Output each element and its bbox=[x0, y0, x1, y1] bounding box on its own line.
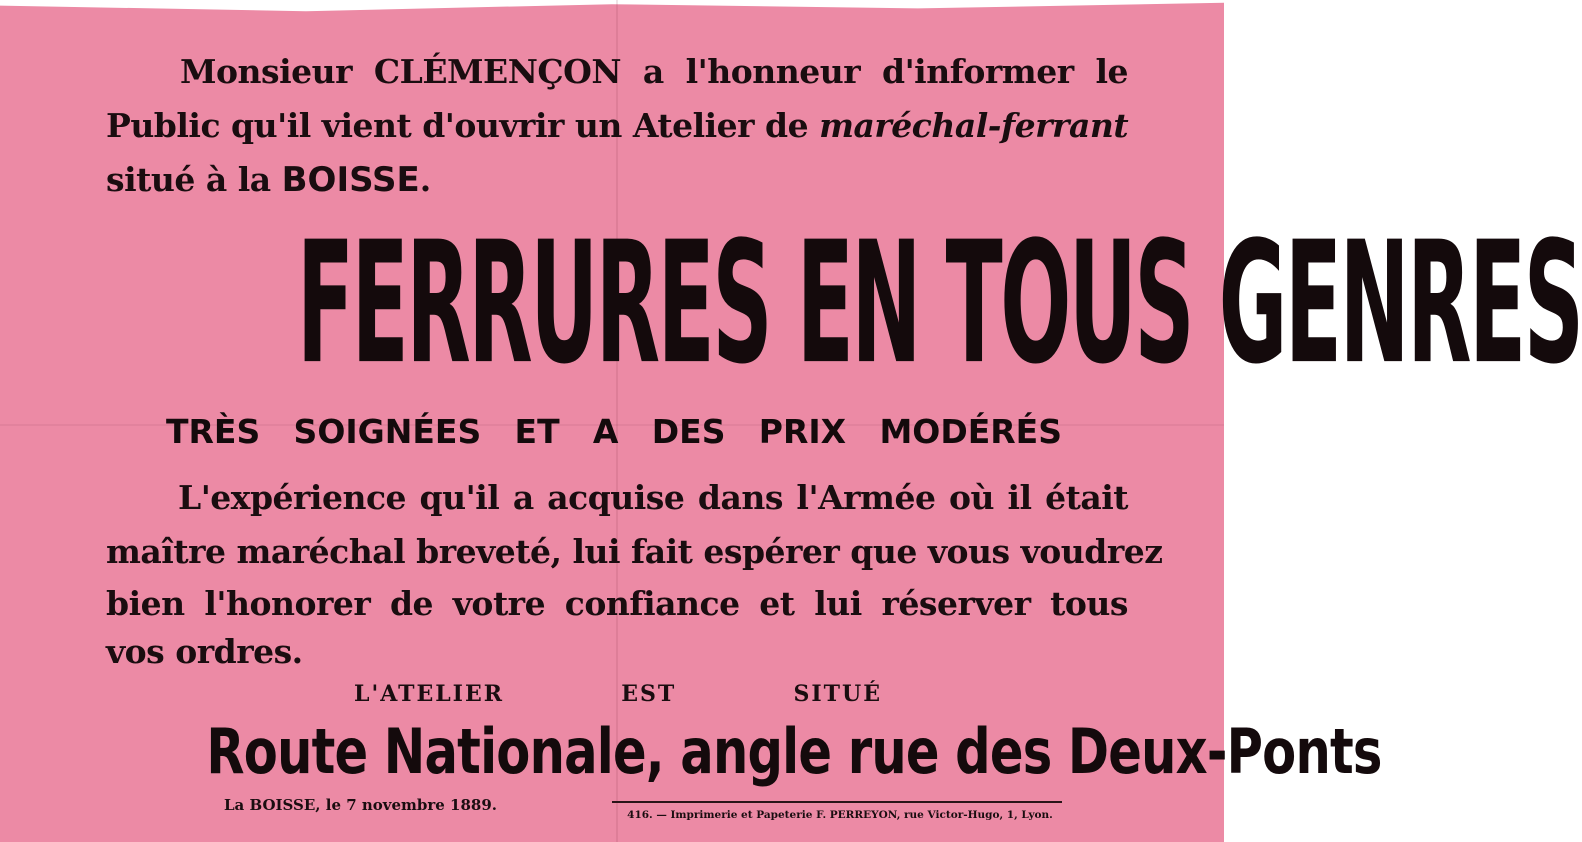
experience-line-2: maître maréchal breveté, lui fait espérer que vous voudrez bbox=[106, 532, 1163, 571]
experience-line-4: vos ordres. bbox=[106, 632, 303, 671]
intro-line-3-period: . bbox=[419, 160, 431, 199]
date-line: La BOISSE, le 7 novembre 1889. bbox=[224, 796, 498, 814]
printer-line: 416. — Imprimerie et Papeterie F. PERREYON, rue Victor-Hugo, 1, Lyon. bbox=[627, 809, 1053, 821]
address: Route Nationale, angle rue des Deux-Ponts bbox=[206, 715, 1382, 788]
experience-line-1: L'expérience qu'il a acquise dans l'Armée où il était bbox=[178, 478, 1128, 517]
town-name: BOISSE bbox=[281, 160, 420, 200]
intro-line-3-text: situé à la bbox=[106, 160, 282, 199]
experience-line-3: bien l'honorer de votre confiance et lui réserver tous bbox=[106, 584, 1128, 623]
intro-line-1-text: Monsieur CLÉMENÇON a l'honneur d'informer le bbox=[180, 52, 1128, 91]
intro-line-3 bbox=[106, 160, 1128, 200]
printer-rule bbox=[612, 801, 1062, 803]
subheadline: TRÈS SOIGNÉES ET A DES PRIX MODÉRÉS bbox=[166, 412, 1062, 451]
location-label: L'ATELIER EST SITUÉ bbox=[354, 681, 882, 707]
intro-line-2 bbox=[106, 106, 1128, 146]
intro-line-1 bbox=[180, 52, 1128, 92]
headline: FERRURES EN TOUS GENRES bbox=[296, 206, 1582, 402]
intro-line-2-text: Public qu'il vient d'ouvrir un Atelier de bbox=[106, 106, 820, 145]
trade-name: maréchal-ferrant bbox=[819, 106, 1129, 145]
